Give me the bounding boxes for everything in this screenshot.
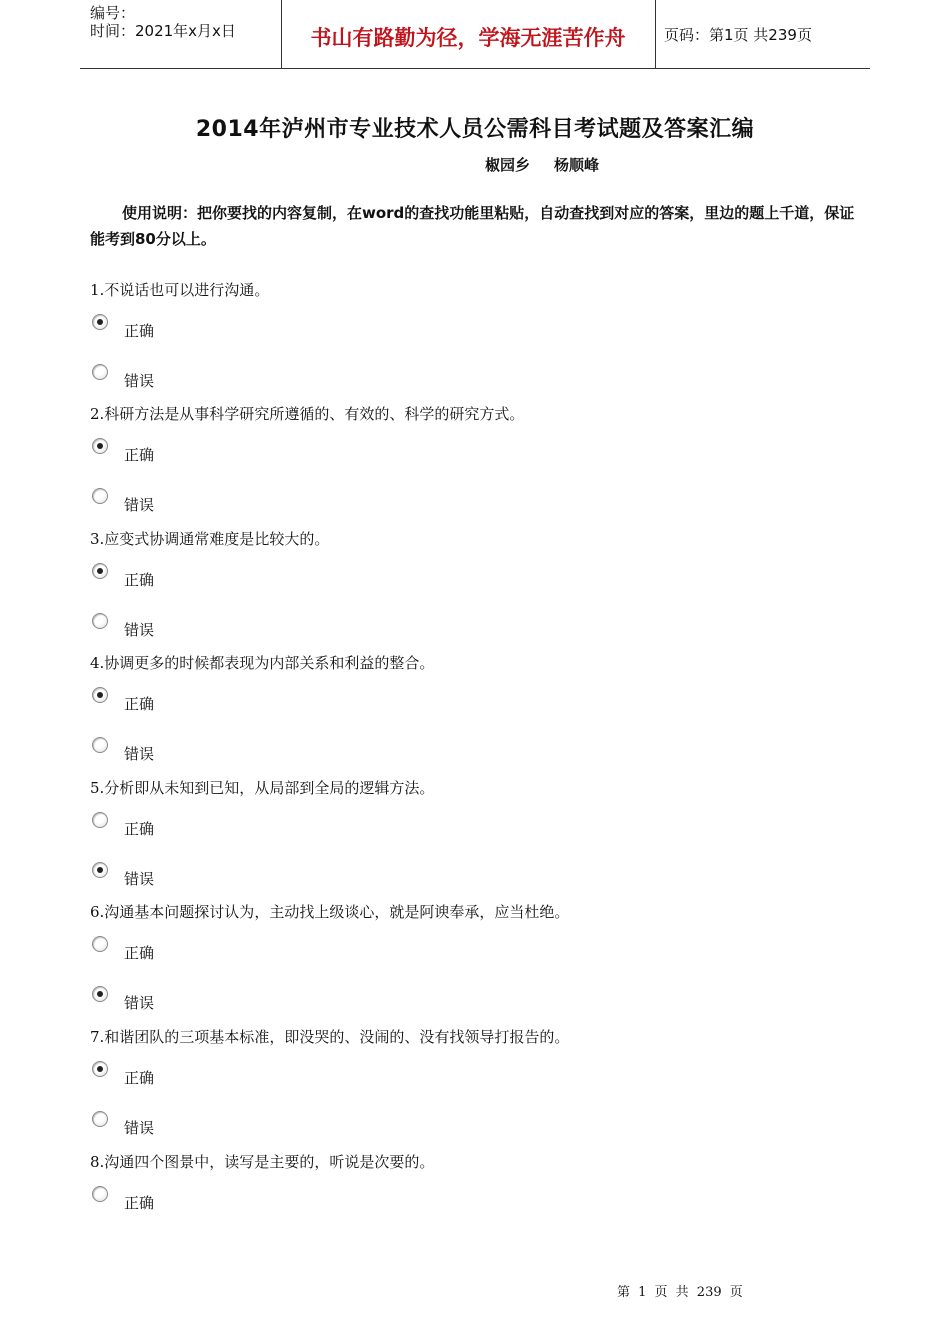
option-label: 错误 — [124, 372, 155, 390]
q6-option-true[interactable] — [92, 936, 292, 960]
radio-button-icon[interactable] — [92, 438, 108, 454]
radio-button-icon[interactable] — [92, 314, 108, 330]
header-left-cell — [80, 0, 282, 68]
q4-option-false[interactable] — [92, 737, 292, 761]
option-label: 错误 — [124, 870, 155, 888]
question-4: 4.协调更多的时候都表现为内部关系和利益的整合。 — [90, 654, 435, 672]
document-title: 2014年泸州市专业技术人员公需科目考试题及答案汇编 — [195, 117, 755, 142]
radio-button-icon[interactable] — [92, 687, 108, 703]
author-line — [485, 154, 623, 175]
option-label: 正确 — [124, 695, 155, 713]
question-2: 2.科研方法是从事科学研究所遵循的、有效的、科学的研究方式。 — [90, 405, 525, 423]
q2-option-true[interactable] — [92, 438, 292, 462]
option-label: 错误 — [124, 621, 155, 639]
option-label: 正确 — [124, 1069, 155, 1087]
radio-button-icon[interactable] — [92, 812, 108, 828]
option-label: 错误 — [124, 745, 155, 763]
author-place: 椒园乡 — [485, 156, 531, 174]
radio-button-icon[interactable] — [92, 986, 108, 1002]
radio-button-icon[interactable] — [92, 1061, 108, 1077]
q5-option-true[interactable] — [92, 812, 292, 836]
header-table — [80, 0, 870, 69]
q2-option-false[interactable] — [92, 488, 292, 512]
question-8: 8.沟通四个图景中，读写是主要的，听说是次要的。 — [90, 1153, 435, 1171]
radio-button-icon[interactable] — [92, 737, 108, 753]
question-1: 1.不说话也可以进行沟通。 — [90, 281, 270, 299]
q3-option-false[interactable] — [92, 613, 292, 637]
q4-option-true[interactable] — [92, 687, 292, 711]
time-label: 时间：2021年x月x日 — [90, 22, 236, 40]
q6-option-false[interactable] — [92, 986, 292, 1010]
author-name: 杨顺峰 — [554, 156, 600, 174]
radio-button-icon[interactable] — [92, 1186, 108, 1202]
option-label: 正确 — [124, 1194, 155, 1212]
q5-option-false[interactable] — [92, 862, 292, 886]
option-label: 正确 — [124, 322, 155, 340]
radio-button-icon[interactable] — [92, 936, 108, 952]
page-info: 页码：第1页 共239页 — [664, 26, 812, 44]
q1-option-true[interactable] — [92, 314, 292, 338]
option-label: 正确 — [124, 944, 155, 962]
option-label: 错误 — [124, 496, 155, 514]
radio-button-icon[interactable] — [92, 613, 108, 629]
instructions: 使用说明：把你要找的内容复制，在word的查找功能里粘贴，自动查找到对应的答案，里边的题上千道，保证能考到80分以上。 — [90, 204, 855, 248]
header-page-cell — [656, 0, 870, 68]
radio-button-icon[interactable] — [92, 1111, 108, 1127]
document-number-label: 编号： — [90, 4, 136, 22]
question-3: 3.应变式协调通常难度是比较大的。 — [90, 530, 330, 548]
q7-option-true[interactable] — [92, 1061, 292, 1085]
radio-button-icon[interactable] — [92, 488, 108, 504]
option-label: 正确 — [124, 571, 155, 589]
radio-button-icon[interactable] — [92, 364, 108, 380]
option-label: 正确 — [124, 446, 155, 464]
question-7: 7.和谐团队的三项基本标准，即没哭的、没闹的、没有找领导打报告的。 — [90, 1028, 570, 1046]
q1-option-false[interactable] — [92, 364, 292, 388]
q3-option-true[interactable] — [92, 563, 292, 587]
page-footer: 第 1 页 共 239 页 — [617, 1285, 743, 1300]
header-motto-cell — [281, 0, 656, 68]
motto: 书山有路勤为径，学海无涯苦作舟 — [310, 26, 626, 50]
question-5: 5.分析即从未知到已知，从局部到全局的逻辑方法。 — [90, 779, 435, 797]
option-label: 错误 — [124, 994, 155, 1012]
question-6: 6.沟通基本问题探讨认为，主动找上级谈心，就是阿谀奉承，应当杜绝。 — [90, 903, 570, 921]
q7-option-false[interactable] — [92, 1111, 292, 1135]
option-label: 正确 — [124, 820, 155, 838]
radio-button-icon[interactable] — [92, 862, 108, 878]
q8-option-true[interactable] — [92, 1186, 292, 1210]
radio-button-icon[interactable] — [92, 563, 108, 579]
option-label: 错误 — [124, 1119, 155, 1137]
